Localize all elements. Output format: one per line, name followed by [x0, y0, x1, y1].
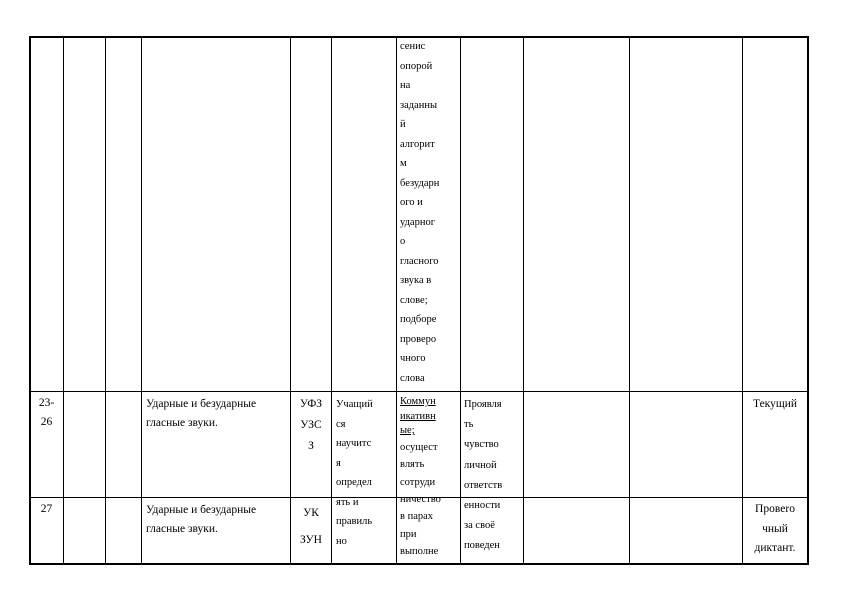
text-line: на [400, 80, 411, 91]
text-line: м [400, 158, 407, 169]
text-line: ЗУН [300, 534, 322, 546]
column-line-7 [396, 36, 397, 564]
text-line: сенис [400, 41, 426, 52]
text-line: правиль [336, 516, 373, 527]
text-line: влять [400, 459, 425, 471]
column-line-1 [29, 36, 31, 564]
text-line: выполне [400, 545, 439, 557]
text-line: ые; [400, 425, 415, 436]
text-line: 23- [38, 397, 55, 409]
text-line: Ударные и безударные [146, 504, 257, 516]
text-line: икативн [400, 410, 436, 422]
text-line: З [308, 440, 314, 452]
text-line: Ударные и безударные [146, 398, 257, 410]
text-line: сотруди [400, 476, 436, 488]
column-line-10 [629, 36, 630, 564]
text-line: безударн [400, 177, 440, 189]
text-line: диктант. [754, 542, 796, 554]
text-line: УФЗ [299, 398, 323, 410]
text-line: 26 [40, 416, 53, 428]
text-line: поведен [464, 540, 500, 552]
column-line-6 [331, 36, 332, 564]
text-line: заданны [400, 99, 438, 111]
text-line: енности [464, 500, 501, 511]
text-line: ого и [400, 197, 423, 208]
text-line: гласные звуки. [146, 523, 218, 535]
text-line: звука в [400, 275, 432, 286]
text-line: Учащий [336, 399, 373, 410]
column-line-12 [807, 36, 809, 564]
text-line: проверо [400, 333, 437, 345]
text-line: чного [400, 353, 426, 364]
table-bottom-border [29, 563, 809, 565]
text-line: ударног [400, 216, 436, 228]
text-line: ответств [464, 479, 503, 491]
column-line-8 [460, 36, 461, 564]
text-line: я [336, 457, 341, 469]
text-line: ть [464, 419, 474, 431]
text-line: опорой [400, 60, 433, 72]
column-line-2 [63, 36, 64, 564]
text-line: Коммун [400, 396, 436, 407]
text-line: слова [400, 372, 425, 384]
column-line-3 [105, 36, 106, 564]
text-line: гласные звуки. [146, 417, 218, 429]
text-line: слове; [400, 294, 428, 306]
text-line: в парах [400, 511, 434, 523]
text-line: определ [336, 477, 372, 488]
text-line: подборе [400, 314, 437, 325]
text-line: о [400, 236, 406, 247]
text-line: ять и [336, 496, 359, 508]
column-line-5 [290, 36, 291, 564]
text-line: при [400, 528, 417, 540]
column-line-11 [742, 36, 743, 564]
row-27-lesson-number: 27 [40, 503, 53, 515]
text-line: чный [762, 522, 788, 535]
text-line: й [400, 119, 406, 130]
text-line: ничество [400, 493, 441, 505]
text-line: научитс [336, 438, 372, 449]
column-line-4 [141, 36, 142, 564]
text-line: алгорит [400, 138, 435, 150]
text-line: осущест [400, 442, 438, 453]
text-line: гласного [400, 255, 439, 267]
text-line: за своё [464, 520, 495, 532]
text-line: УК [303, 507, 319, 519]
text-line: чувство [464, 439, 499, 451]
text-line: УЗС [300, 419, 322, 431]
row-23-26-control-type: Текущий [752, 398, 798, 410]
text-line: но [336, 535, 347, 547]
text-line: ся [336, 418, 346, 430]
row-divider-upper [29, 391, 809, 392]
text-line: Провero [755, 503, 795, 515]
text-line: личной [464, 459, 497, 471]
text-line: Проявля [464, 399, 502, 410]
